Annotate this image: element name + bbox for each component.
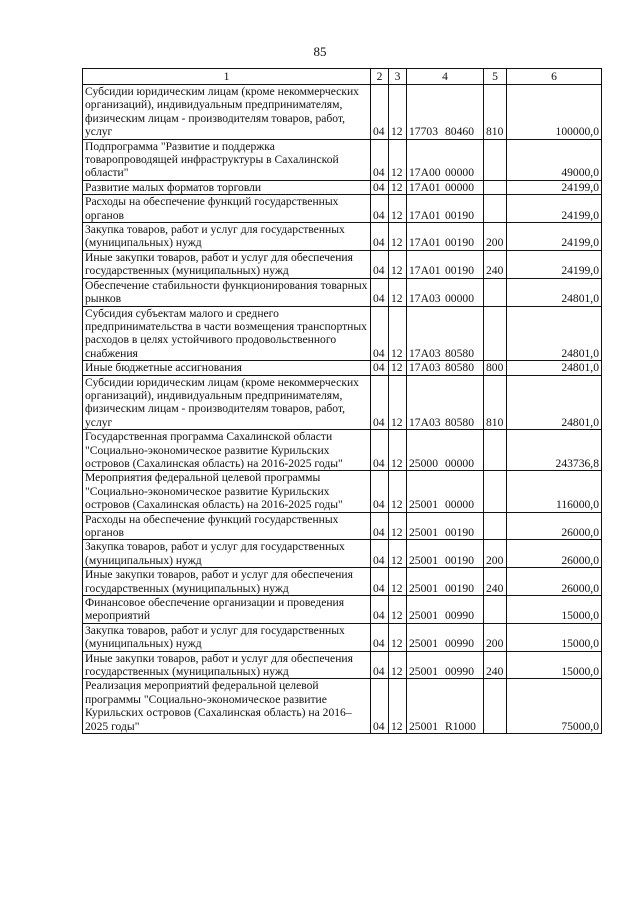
row-expense-type: 810	[484, 375, 507, 430]
column-header-name: 1	[83, 69, 371, 85]
budget-table	[82, 68, 602, 734]
row-section: 04	[371, 430, 389, 471]
row-expense-type: 240	[484, 250, 507, 278]
row-section: 04	[371, 85, 389, 140]
target-article-program: 17А03	[409, 292, 441, 306]
target-article-direction: 00000	[445, 180, 474, 194]
table-row	[83, 596, 602, 624]
row-expense-type	[484, 180, 507, 194]
row-expense-type	[484, 139, 507, 180]
row-name: Расходы на обеспечение функций государственных органов	[83, 512, 371, 540]
row-section: 04	[371, 679, 389, 734]
row-target-article	[407, 250, 484, 278]
row-target-article	[407, 568, 484, 596]
row-name: Обеспечение стабильности функционирования товарных рынков	[83, 278, 371, 306]
row-target-article	[407, 361, 484, 375]
row-name: Реализация мероприятий федеральной целевой программы "Социально-экономическое развитие Курильских островов (Сахалинская область) на 2016–2025 годы"	[83, 679, 371, 734]
target-article-direction: 00190	[445, 264, 474, 278]
table-row	[83, 139, 602, 180]
row-section: 04	[371, 195, 389, 223]
row-target-article	[407, 512, 484, 540]
row-target-article	[407, 278, 484, 306]
target-article-direction: 00190	[445, 208, 474, 222]
row-amount: 26000,0	[507, 568, 602, 596]
row-name: Иные бюджетные ассигнования	[83, 361, 371, 375]
target-article-program: 17А01	[409, 264, 441, 278]
row-expense-type: 200	[484, 223, 507, 251]
table-row	[83, 85, 602, 140]
row-amount: 243736,8	[507, 430, 602, 471]
row-name: Расходы на обеспечение функций государственных органов	[83, 195, 371, 223]
row-subsection: 12	[389, 679, 407, 734]
target-article-program: 17А00	[409, 166, 441, 180]
row-expense-type	[484, 430, 507, 471]
row-section: 04	[371, 223, 389, 251]
table-row	[83, 679, 602, 734]
row-amount: 24199,0	[507, 223, 602, 251]
row-subsection: 12	[389, 568, 407, 596]
row-name: Мероприятия федеральной целевой программы "Социально-экономическое развитие Курильских островов (Сахалинская область) на 2016-2025 годы"	[83, 471, 371, 512]
row-subsection: 12	[389, 430, 407, 471]
table-body	[83, 85, 602, 734]
row-name: Иные закупки товаров, работ и услуг для обеспечения государственных (муниципальных) нужд	[83, 651, 371, 679]
row-amount: 100000,0	[507, 85, 602, 140]
target-article-program: 25001	[409, 637, 438, 651]
row-name: Финансовое обеспечение организации и проведения мероприятий	[83, 596, 371, 624]
target-article-program: 25001	[409, 581, 438, 595]
row-subsection: 12	[389, 375, 407, 430]
row-amount: 49000,0	[507, 139, 602, 180]
row-amount: 24199,0	[507, 195, 602, 223]
row-amount: 24801,0	[507, 306, 602, 361]
row-target-article	[407, 375, 484, 430]
row-section: 04	[371, 512, 389, 540]
table-row	[83, 306, 602, 361]
target-article-direction: 00990	[445, 665, 474, 679]
target-article-program: 17А03	[409, 415, 441, 429]
row-expense-type: 240	[484, 651, 507, 679]
row-section: 04	[371, 568, 389, 596]
target-article-program: 17А01	[409, 236, 441, 250]
row-subsection: 12	[389, 306, 407, 361]
target-article-direction: 00190	[445, 236, 474, 250]
target-article-program: 25001	[409, 665, 438, 679]
table-row	[83, 512, 602, 540]
row-target-article	[407, 85, 484, 140]
row-subsection: 12	[389, 278, 407, 306]
row-subsection: 12	[389, 540, 407, 568]
row-amount: 15000,0	[507, 596, 602, 624]
row-amount: 26000,0	[507, 540, 602, 568]
row-section: 04	[371, 540, 389, 568]
row-target-article	[407, 596, 484, 624]
target-article-program: 17А01	[409, 208, 441, 222]
table-header-row	[83, 69, 602, 85]
row-expense-type	[484, 679, 507, 734]
row-name: Закупка товаров, работ и услуг для государственных (муниципальных) нужд	[83, 223, 371, 251]
row-expense-type	[484, 596, 507, 624]
target-article-program: 17А01	[409, 180, 441, 194]
row-name: Субсидии юридическим лицам (кроме некоммерческих организаций), индивидуальным предпринимателям, физическим лицам - производителям товаров, работ, услуг	[83, 85, 371, 140]
row-amount: 24199,0	[507, 180, 602, 194]
row-section: 04	[371, 250, 389, 278]
target-article-program: 17703	[409, 125, 438, 139]
row-name: Закупка товаров, работ и услуг для государственных (муниципальных) нужд	[83, 540, 371, 568]
row-target-article	[407, 306, 484, 361]
row-name: Подпрограмма "Развитие и поддержка товаропроводящей инфраструктуры в Сахалинской области"	[83, 139, 371, 180]
row-target-article	[407, 180, 484, 194]
row-section: 04	[371, 361, 389, 375]
row-expense-type: 240	[484, 568, 507, 596]
target-article-direction: 00000	[445, 498, 474, 512]
row-name: Иные закупки товаров, работ и услуг для обеспечения государственных (муниципальных) нужд	[83, 250, 371, 278]
page-number: 85	[313, 44, 327, 59]
row-subsection: 12	[389, 85, 407, 140]
row-target-article	[407, 139, 484, 180]
row-section: 04	[371, 306, 389, 361]
row-expense-type: 800	[484, 361, 507, 375]
table-row	[83, 375, 602, 430]
target-article-direction: 00190	[445, 581, 474, 595]
row-target-article	[407, 540, 484, 568]
row-target-article	[407, 471, 484, 512]
target-article-direction: 00990	[445, 637, 474, 651]
row-target-article	[407, 195, 484, 223]
target-article-program: 17А03	[409, 361, 441, 375]
row-subsection: 12	[389, 623, 407, 651]
row-subsection: 12	[389, 471, 407, 512]
row-subsection: 12	[389, 596, 407, 624]
row-subsection: 12	[389, 180, 407, 194]
column-header-subsection: 3	[389, 69, 407, 85]
table-row	[83, 540, 602, 568]
target-article-program: 25001	[409, 498, 438, 512]
table-row	[83, 223, 602, 251]
target-article-program: 17А03	[409, 346, 441, 360]
row-amount: 24801,0	[507, 278, 602, 306]
target-article-program: 25001	[409, 719, 438, 733]
table-row	[83, 471, 602, 512]
target-article-direction: 00000	[445, 292, 474, 306]
column-header-section: 2	[371, 69, 389, 85]
row-section: 04	[371, 375, 389, 430]
row-expense-type	[484, 195, 507, 223]
table-row	[83, 568, 602, 596]
row-expense-type: 810	[484, 85, 507, 140]
table-row	[83, 430, 602, 471]
column-header-amount: 6	[507, 69, 602, 85]
table-row	[83, 361, 602, 375]
row-section: 04	[371, 623, 389, 651]
target-article-direction: 00190	[445, 553, 474, 567]
target-article-program: 25001	[409, 553, 438, 567]
row-expense-type: 200	[484, 623, 507, 651]
target-article-program: 25001	[409, 526, 438, 539]
row-amount: 24801,0	[507, 361, 602, 375]
table-row	[83, 278, 602, 306]
row-amount: 24801,0	[507, 375, 602, 430]
target-article-direction: 80580	[445, 415, 474, 429]
target-article-program: 25000	[409, 456, 438, 470]
target-article-direction: 00000	[445, 166, 474, 180]
row-section: 04	[371, 139, 389, 180]
row-target-article	[407, 623, 484, 651]
table-row	[83, 180, 602, 194]
table-row	[83, 250, 602, 278]
row-name: Развитие малых форматов торговли	[83, 180, 371, 194]
target-article-direction: 00990	[445, 609, 474, 623]
row-section: 04	[371, 180, 389, 194]
row-subsection: 12	[389, 139, 407, 180]
row-expense-type	[484, 471, 507, 512]
row-section: 04	[371, 278, 389, 306]
row-amount: 24199,0	[507, 250, 602, 278]
row-subsection: 12	[389, 651, 407, 679]
table-row	[83, 623, 602, 651]
row-expense-type	[484, 306, 507, 361]
row-name: Субсидии юридическим лицам (кроме некоммерческих организаций), индивидуальным предпринимателям, физическим лицам - производителям товаров, работ, услуг	[83, 375, 371, 430]
row-expense-type: 200	[484, 540, 507, 568]
target-article-direction: R1000	[445, 719, 476, 733]
row-subsection: 12	[389, 195, 407, 223]
row-subsection: 12	[389, 512, 407, 540]
row-expense-type	[484, 278, 507, 306]
row-section: 04	[371, 471, 389, 512]
table-row	[83, 651, 602, 679]
table-row	[83, 195, 602, 223]
row-subsection: 12	[389, 361, 407, 375]
row-section: 04	[371, 596, 389, 624]
row-amount: 116000,0	[507, 471, 602, 512]
row-amount: 15000,0	[507, 651, 602, 679]
target-article-direction: 00190	[445, 526, 474, 539]
column-header-expense-type: 5	[484, 69, 507, 85]
row-amount: 75000,0	[507, 679, 602, 734]
target-article-direction: 80460	[445, 125, 474, 139]
row-section: 04	[371, 651, 389, 679]
row-name: Субсидия субъектам малого и среднего предпринимательства в части возмещения транспортных расходов в целях устойчивого продовольственного снабжения	[83, 306, 371, 361]
row-name: Государственная программа Сахалинской области "Социально-экономическое развитие Курильских островов (Сахалинская область) на 2016-2025 годы"	[83, 430, 371, 471]
row-subsection: 12	[389, 250, 407, 278]
row-target-article	[407, 223, 484, 251]
row-amount: 26000,0	[507, 512, 602, 540]
row-expense-type	[484, 512, 507, 540]
row-target-article	[407, 430, 484, 471]
target-article-program: 25001	[409, 609, 438, 623]
target-article-direction: 00000	[445, 456, 474, 470]
column-header-target-article: 4	[407, 69, 484, 85]
row-name: Закупка товаров, работ и услуг для государственных (муниципальных) нужд	[83, 623, 371, 651]
row-name: Иные закупки товаров, работ и услуг для обеспечения государственных (муниципальных) нужд	[83, 568, 371, 596]
target-article-direction: 80580	[445, 361, 474, 375]
row-amount: 15000,0	[507, 623, 602, 651]
row-target-article	[407, 679, 484, 734]
row-target-article	[407, 651, 484, 679]
target-article-direction: 80580	[445, 346, 474, 360]
row-subsection: 12	[389, 223, 407, 251]
